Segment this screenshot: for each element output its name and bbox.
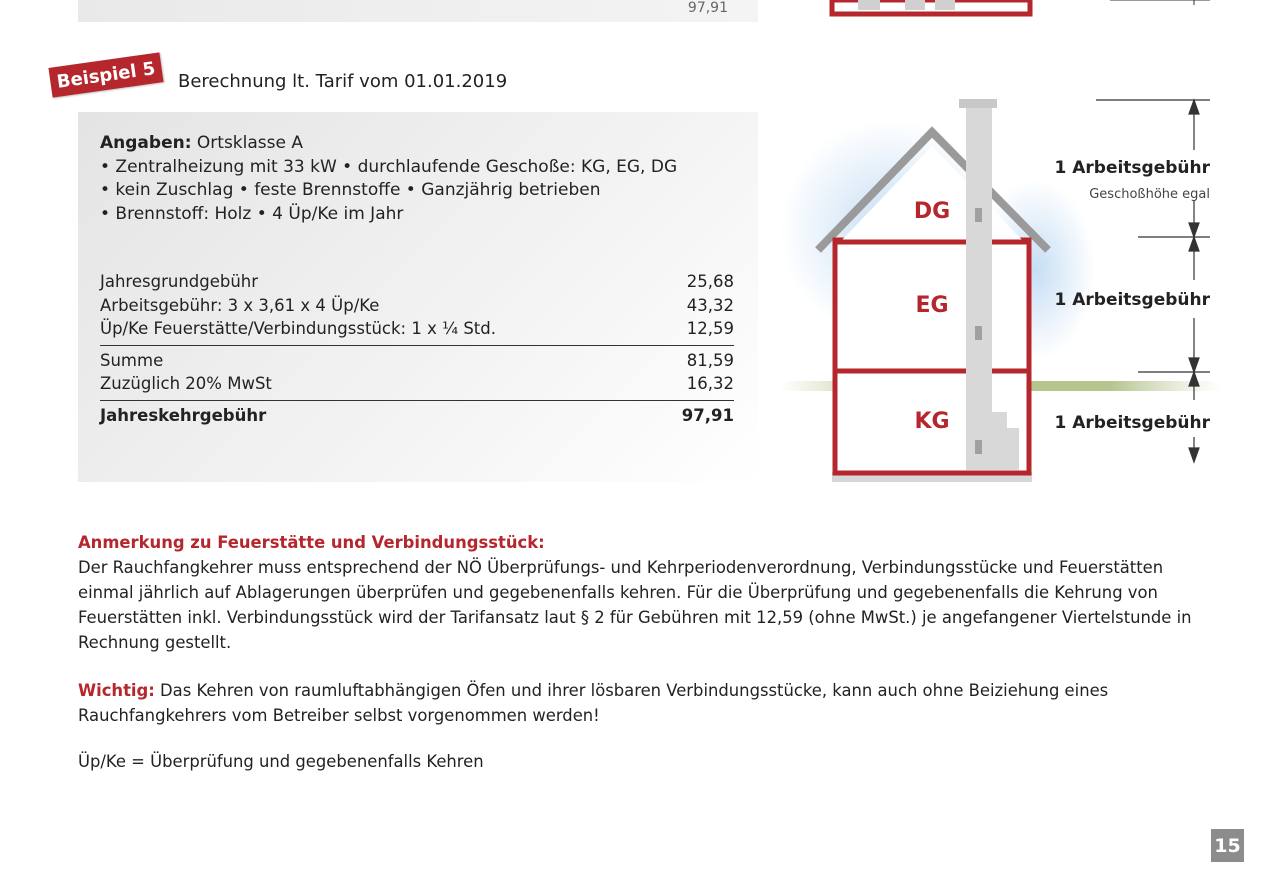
chimney-opening xyxy=(975,440,982,454)
note-body: Der Rauchfangkehrer muss entsprechend der NÖ Überprüfungs- und Kehrperiodenverordnung, Verbindungsstücke und Feuerstätten einmal jährlich auf Ablagerungen überprüfen und gegebenenfalls kehren. Für die Überprüfung und gegebenenfalls die Kehrung von Feuerstätten inkl. Verbindungsstück wird der Tarifansatz laut § 2 für Gebühren mit 12,59 (ohne MwSt.) je angefangener Viertelstunde in Rechnung gestellt. xyxy=(78,558,1192,652)
fee-row xyxy=(100,317,734,341)
floor-label-kg: KG xyxy=(914,409,950,434)
total-value: 97,91 xyxy=(681,405,734,425)
dimension-lines xyxy=(1096,100,1210,462)
note-heading: Anmerkung zu Feuerstätte und Verbindungsstück: xyxy=(78,533,545,552)
chimney xyxy=(966,106,992,470)
specs-label: Angaben: xyxy=(100,133,192,153)
specs-block xyxy=(100,132,677,226)
fee-table xyxy=(100,270,734,427)
fee-label-kg: 1 Arbeitsgebühr xyxy=(1054,413,1210,433)
previous-house-fragment xyxy=(832,0,1210,14)
specs-line: • kein Zuschlag • feste Brennstoffe • Ganzjährig betrieben xyxy=(100,180,601,200)
vat-label: Zuzüglich 20% MwSt xyxy=(100,374,272,393)
house-diagram xyxy=(770,0,1280,500)
sum-label: Summe xyxy=(100,350,164,370)
previous-total-value: 97,91 xyxy=(687,0,728,16)
floor-label-eg: EG xyxy=(915,293,949,318)
fee-label: Arbeitsgebühr: 3 x 3,61 x 4 Üp/Ke xyxy=(100,295,380,315)
calculation-box xyxy=(78,112,758,482)
fee-row xyxy=(100,294,734,318)
sum-value: 81,59 xyxy=(686,350,734,370)
specs-heading xyxy=(100,132,677,156)
previous-example-panel xyxy=(78,0,758,22)
important-section xyxy=(78,678,1214,728)
specs-line: • Zentralheizung mit 33 kW • durchlaufende Geschoße: KG, EG, DG xyxy=(100,156,678,177)
important-text: Das Kehren von raumluftabhängigen Öfen und ihrer lösbaren Verbindungsstücke, kann auch ohne Beiziehung eines Rauchfangkehrers vom Betreiber selbst vorgenommen werden! xyxy=(78,681,1109,725)
chimney-opening xyxy=(975,326,982,340)
fee-value: 12,59 xyxy=(686,319,734,338)
house-diagram-svg xyxy=(770,0,1280,500)
vat-row xyxy=(100,372,734,396)
divider xyxy=(100,345,734,346)
fee-value: 25,68 xyxy=(686,272,734,291)
fee-label: Üp/Ke Feuerstätte/Verbindungsstück: 1 x ¼ Std. xyxy=(100,319,496,338)
specs-location-class: Ortsklasse A xyxy=(191,133,303,153)
total-row xyxy=(100,404,734,428)
chimney-opening xyxy=(975,208,982,222)
abbreviation-note: Üp/Ke = Überprüfung und gegebenenfalls Kehren xyxy=(78,752,484,771)
chimney-cap xyxy=(959,99,997,108)
stove-body xyxy=(999,428,1019,470)
divider xyxy=(100,400,734,401)
example-badge: Beispiel 5 xyxy=(48,52,163,97)
example-title: Berechnung lt. Tarif vom 01.01.2019 xyxy=(178,71,508,92)
vat-value: 16,32 xyxy=(686,374,734,393)
fee-row xyxy=(100,270,734,294)
fee-label-dg: 1 Arbeitsgebühr xyxy=(1054,158,1210,178)
specs-line: • Brennstoff: Holz • 4 Üp/Ke im Jahr xyxy=(100,203,404,224)
fee-sublabel-dg: Geschoßhöhe egal xyxy=(1089,187,1210,202)
sum-row xyxy=(100,349,734,373)
floor-label-dg: DG xyxy=(913,199,951,224)
fee-label: Jahresgrundgebühr xyxy=(100,272,259,291)
fee-value: 43,32 xyxy=(686,295,734,315)
total-label: Jahreskehrgebühr xyxy=(100,405,267,425)
fee-label-eg: 1 Arbeitsgebühr xyxy=(1054,290,1210,310)
important-label: Wichtig: xyxy=(78,681,155,700)
page-number: 15 xyxy=(1211,829,1244,862)
note-section xyxy=(78,530,1214,655)
